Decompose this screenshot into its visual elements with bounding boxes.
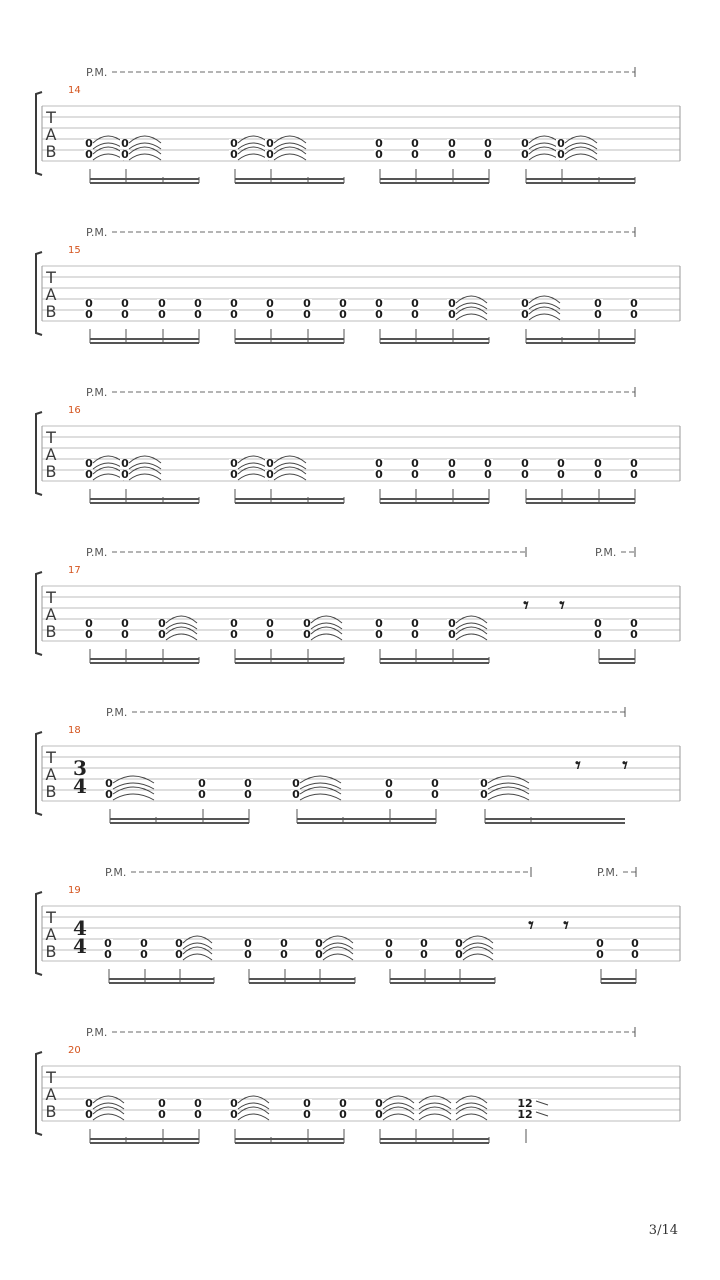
fret-number: 0 <box>411 617 419 630</box>
fret-number: 0 <box>194 308 202 321</box>
fret-number: 0 <box>630 617 638 630</box>
fret-number: 0 <box>411 308 419 321</box>
tie-arc <box>129 143 161 149</box>
fret-number: 0 <box>121 308 129 321</box>
measure-number: 18 <box>68 725 81 736</box>
fret-number: 0 <box>104 937 112 950</box>
fret-number: 0 <box>385 777 393 790</box>
palm-mute-label: P.M. <box>105 866 127 879</box>
fret-number: 0 <box>194 1097 202 1110</box>
system-bracket <box>36 892 42 975</box>
fret-number: 0 <box>158 1097 166 1110</box>
fret-number: 0 <box>448 468 456 481</box>
fret-number: 0 <box>244 948 252 961</box>
fret-number: 0 <box>244 777 252 790</box>
fret-number: 0 <box>292 788 300 801</box>
tie-arc <box>529 303 560 309</box>
fret-number: 0 <box>121 297 129 310</box>
fret-number: 0 <box>448 297 456 310</box>
tab-letter-b: B <box>45 622 57 641</box>
fret-number: 0 <box>557 137 565 150</box>
eighth-rest: 𝄾 <box>528 913 534 937</box>
fret-number: 0 <box>105 788 113 801</box>
tie-arc <box>383 1114 414 1120</box>
tie-arc <box>238 474 269 480</box>
tie-arc <box>113 783 154 789</box>
fret-number: 0 <box>175 937 183 950</box>
fret-number: 0 <box>411 468 419 481</box>
fret-number: 0 <box>121 468 129 481</box>
tie-arc <box>565 154 597 160</box>
palm-mute-label: P.M. <box>86 226 108 239</box>
system-15 <box>36 226 680 343</box>
fret-number: 0 <box>411 137 419 150</box>
fret-number: 0 <box>121 137 129 150</box>
tab-letter-t: T <box>46 108 56 127</box>
fret-number: 0 <box>448 148 456 161</box>
eighth-rest: 𝄾 <box>523 593 529 617</box>
tie-arc <box>238 143 269 149</box>
fret-number: 0 <box>411 628 419 641</box>
fret-number: 0 <box>594 297 602 310</box>
system-bracket <box>36 732 42 815</box>
fret-number: 0 <box>315 948 323 961</box>
tie-arc <box>129 154 161 160</box>
tie-arc <box>274 474 306 480</box>
tab-letter-t: T <box>46 1068 56 1087</box>
fret-number: 0 <box>339 308 347 321</box>
fret-number: 0 <box>557 148 565 161</box>
tie-arc <box>166 634 197 640</box>
eighth-rest: 𝄾 <box>622 753 628 777</box>
fret-number: 0 <box>521 297 529 310</box>
fret-number: 0 <box>375 308 383 321</box>
eighth-rest: 𝄾 <box>563 913 569 937</box>
fret-number: 0 <box>484 457 492 470</box>
fret-number: 0 <box>521 468 529 481</box>
fret-number: 0 <box>140 937 148 950</box>
tie-arc <box>419 1114 451 1120</box>
fret-number: 0 <box>484 148 492 161</box>
fret-number: 0 <box>198 788 206 801</box>
page-number: 3/14 <box>648 1223 678 1238</box>
tie-arc <box>323 954 353 960</box>
eighth-rest: 𝄾 <box>575 753 581 777</box>
tab-letter-t: T <box>46 268 56 287</box>
fret-number: 0 <box>230 297 238 310</box>
fret-number: 0 <box>596 937 604 950</box>
fret-number: 0 <box>280 937 288 950</box>
tie-arc <box>183 943 212 949</box>
system-19 <box>36 866 680 983</box>
tab-letter-a: A <box>45 765 57 784</box>
tie-arc <box>93 143 124 149</box>
tie-arc <box>529 314 560 320</box>
palm-mute-label: P.M. <box>86 66 108 79</box>
time-signature-top: 4 <box>73 916 87 940</box>
fret-number: 0 <box>480 777 488 790</box>
tab-letter-b: B <box>45 782 57 801</box>
fret-number: 0 <box>375 617 383 630</box>
fret-number: 0 <box>244 937 252 950</box>
fret-number: 0 <box>121 457 129 470</box>
fret-number: 0 <box>375 137 383 150</box>
fret-number: 0 <box>230 148 238 161</box>
tie-arc <box>300 794 341 800</box>
fret-number: 0 <box>158 297 166 310</box>
fret-number: 0 <box>303 297 311 310</box>
fret-number: 0 <box>448 308 456 321</box>
fret-number: 0 <box>557 468 565 481</box>
fret-number: 0 <box>431 788 439 801</box>
tab-letter-a: A <box>45 605 57 624</box>
fret-number: 0 <box>631 948 639 961</box>
tab-letter-t: T <box>46 908 56 927</box>
tie-arc <box>166 623 197 629</box>
palm-mute-label: P.M. <box>595 546 617 559</box>
fret-number: 0 <box>557 457 565 470</box>
fret-number: 0 <box>303 1097 311 1110</box>
tie-arc <box>565 143 597 149</box>
fret-number: 0 <box>594 628 602 641</box>
fret-number: 0 <box>266 617 274 630</box>
fret-number: 0 <box>266 468 274 481</box>
tie-arc <box>129 463 161 469</box>
tab-letter-a: A <box>45 125 57 144</box>
fret-number: 0 <box>230 617 238 630</box>
tab-letter-a: A <box>45 925 57 944</box>
fret-number: 0 <box>140 948 148 961</box>
tie-arc <box>488 783 529 789</box>
fret-number: 0 <box>420 948 428 961</box>
fret-number: 0 <box>594 457 602 470</box>
tie-arc <box>93 154 124 160</box>
fret-number: 0 <box>431 777 439 790</box>
fret-number: 0 <box>280 948 288 961</box>
tie-arc <box>274 154 306 160</box>
tie-arc <box>456 303 487 309</box>
fret-number: 0 <box>375 297 383 310</box>
fret-number: 0 <box>630 468 638 481</box>
tie-arc <box>456 623 487 629</box>
tie-arc <box>463 943 493 949</box>
tie-arc <box>183 954 212 960</box>
fret-number: 0 <box>175 948 183 961</box>
fret-number: 0 <box>121 628 129 641</box>
fret-number: 0 <box>194 297 202 310</box>
measure-number: 15 <box>68 245 81 256</box>
tie-arc <box>238 1114 269 1120</box>
fret-number: 0 <box>104 948 112 961</box>
fret-number: 0 <box>158 628 166 641</box>
tab-letter-t: T <box>46 748 56 767</box>
tie-arc <box>529 143 560 149</box>
system-18 <box>36 706 680 823</box>
fret-number: 0 <box>85 297 93 310</box>
fret-number: 0 <box>339 1108 347 1121</box>
fret-number: 0 <box>266 308 274 321</box>
tab-letter-b: B <box>45 302 57 321</box>
fret-number: 0 <box>266 297 274 310</box>
fret-number: 0 <box>385 948 393 961</box>
fret-number: 0 <box>411 297 419 310</box>
fret-number: 0 <box>303 1108 311 1121</box>
palm-mute-label: P.M. <box>86 546 108 559</box>
fret-number: 0 <box>484 137 492 150</box>
fret-number: 0 <box>230 628 238 641</box>
fret-number: 0 <box>230 1097 238 1110</box>
fret-number: 0 <box>448 137 456 150</box>
fret-number: 0 <box>230 1108 238 1121</box>
tie-arc <box>113 794 154 800</box>
measure-number: 17 <box>68 565 81 576</box>
fret-number: 0 <box>521 148 529 161</box>
fret-number: 0 <box>448 617 456 630</box>
tab-letter-b: B <box>45 942 57 961</box>
tab-letter-a: A <box>45 285 57 304</box>
tie-arc <box>529 154 560 160</box>
tie-arc <box>129 474 161 480</box>
tie-arc <box>456 1114 487 1120</box>
fret-number: 0 <box>385 788 393 801</box>
fret-number: 0 <box>484 468 492 481</box>
fret-number: 0 <box>303 308 311 321</box>
fret-number: 0 <box>596 948 604 961</box>
fret-number: 0 <box>630 308 638 321</box>
tie-arc <box>383 1103 414 1109</box>
fret-number: 0 <box>230 468 238 481</box>
eighth-rest: 𝄾 <box>559 593 565 617</box>
tab-letter-a: A <box>45 445 57 464</box>
fret-number: 12 <box>517 1108 533 1121</box>
fret-number: 0 <box>230 137 238 150</box>
system-20 <box>36 1026 680 1143</box>
fret-number: 0 <box>375 628 383 641</box>
tie-arc <box>238 1103 269 1109</box>
measure-number: 19 <box>68 885 81 896</box>
fret-number: 0 <box>385 937 393 950</box>
fret-number: 0 <box>85 1108 93 1121</box>
fret-number: 0 <box>630 457 638 470</box>
fret-number: 0 <box>121 148 129 161</box>
time-signature-bottom: 4 <box>73 934 87 958</box>
fret-number: 0 <box>85 308 93 321</box>
system-17 <box>36 546 680 663</box>
palm-mute-label: P.M. <box>106 706 128 719</box>
system-bracket <box>36 1052 42 1135</box>
fret-number: 0 <box>448 457 456 470</box>
measure-number: 14 <box>68 85 81 96</box>
systems-layer <box>36 66 680 1143</box>
fret-number: 0 <box>521 137 529 150</box>
fret-number: 0 <box>375 1108 383 1121</box>
fret-number: 0 <box>630 628 638 641</box>
fret-number: 0 <box>85 468 93 481</box>
tie-arc <box>274 143 306 149</box>
fret-number: 0 <box>521 308 529 321</box>
tie-arc <box>238 463 269 469</box>
tie-arc <box>93 463 124 469</box>
tab-letter-t: T <box>46 588 56 607</box>
fret-number: 0 <box>158 308 166 321</box>
fret-number: 0 <box>85 1097 93 1110</box>
fret-number: 0 <box>158 1108 166 1121</box>
palm-mute-label: P.M. <box>86 1026 108 1039</box>
fret-number: 0 <box>292 777 300 790</box>
tie-arc <box>93 1103 124 1109</box>
fret-number: 0 <box>85 137 93 150</box>
time-signature-bottom: 4 <box>73 774 87 798</box>
fret-number: 0 <box>521 457 529 470</box>
tie-arc <box>93 1114 124 1120</box>
fret-number: 0 <box>411 148 419 161</box>
fret-number: 0 <box>158 617 166 630</box>
fret-number: 12 <box>517 1097 533 1110</box>
tie-arc <box>311 623 342 629</box>
fret-number: 0 <box>630 297 638 310</box>
fret-number: 0 <box>230 457 238 470</box>
tie-arc <box>419 1103 451 1109</box>
fret-number: 0 <box>480 788 488 801</box>
system-bracket <box>36 412 42 495</box>
fret-number: 0 <box>375 1097 383 1110</box>
fret-number: 0 <box>303 617 311 630</box>
fret-number: 0 <box>594 468 602 481</box>
fret-number: 0 <box>230 308 238 321</box>
system-bracket <box>36 572 42 655</box>
tie-arc <box>463 954 493 960</box>
system-14 <box>36 66 680 183</box>
fret-number: 0 <box>85 148 93 161</box>
fret-number: 0 <box>303 628 311 641</box>
tab-letter-b: B <box>45 142 57 161</box>
tie-arc <box>311 634 342 640</box>
tie-arc <box>238 154 269 160</box>
system-bracket <box>36 252 42 335</box>
fret-number: 0 <box>420 937 428 950</box>
tie-arc <box>300 783 341 789</box>
fret-number: 0 <box>315 937 323 950</box>
fret-number: 0 <box>455 937 463 950</box>
fret-number: 0 <box>339 1097 347 1110</box>
fret-number: 0 <box>594 308 602 321</box>
tie-arc <box>456 634 487 640</box>
fret-number: 0 <box>85 628 93 641</box>
fret-number: 0 <box>375 457 383 470</box>
measure-number: 20 <box>68 1045 81 1056</box>
fret-number: 0 <box>448 628 456 641</box>
fret-number: 0 <box>198 777 206 790</box>
time-signature-top: 3 <box>73 756 87 780</box>
fret-number: 0 <box>266 628 274 641</box>
fret-number: 0 <box>594 617 602 630</box>
fret-number: 0 <box>339 297 347 310</box>
fret-number: 0 <box>375 148 383 161</box>
palm-mute-label: P.M. <box>86 386 108 399</box>
fret-number: 0 <box>85 617 93 630</box>
measure-number: 16 <box>68 405 81 416</box>
tab-letter-b: B <box>45 462 57 481</box>
fret-number: 0 <box>411 457 419 470</box>
fret-number: 0 <box>266 137 274 150</box>
tab-letter-a: A <box>45 1085 57 1104</box>
tab-letter-b: B <box>45 1102 57 1121</box>
system-bracket <box>36 92 42 175</box>
fret-number: 0 <box>455 948 463 961</box>
fret-number: 0 <box>631 937 639 950</box>
palm-mute-label: P.M. <box>597 866 619 879</box>
tie-arc <box>456 1103 487 1109</box>
tie-arc <box>93 474 124 480</box>
tie-arc <box>323 943 353 949</box>
tie-arc <box>456 314 487 320</box>
tie-arc <box>488 794 529 800</box>
system-16 <box>36 386 680 503</box>
fret-number: 0 <box>375 468 383 481</box>
fret-number: 0 <box>194 1108 202 1121</box>
tie-arc <box>274 463 306 469</box>
fret-number: 0 <box>105 777 113 790</box>
fret-number: 0 <box>266 148 274 161</box>
tab-letter-t: T <box>46 428 56 447</box>
fret-number: 0 <box>266 457 274 470</box>
fret-number: 0 <box>121 617 129 630</box>
fret-number: 0 <box>85 457 93 470</box>
fret-number: 0 <box>244 788 252 801</box>
